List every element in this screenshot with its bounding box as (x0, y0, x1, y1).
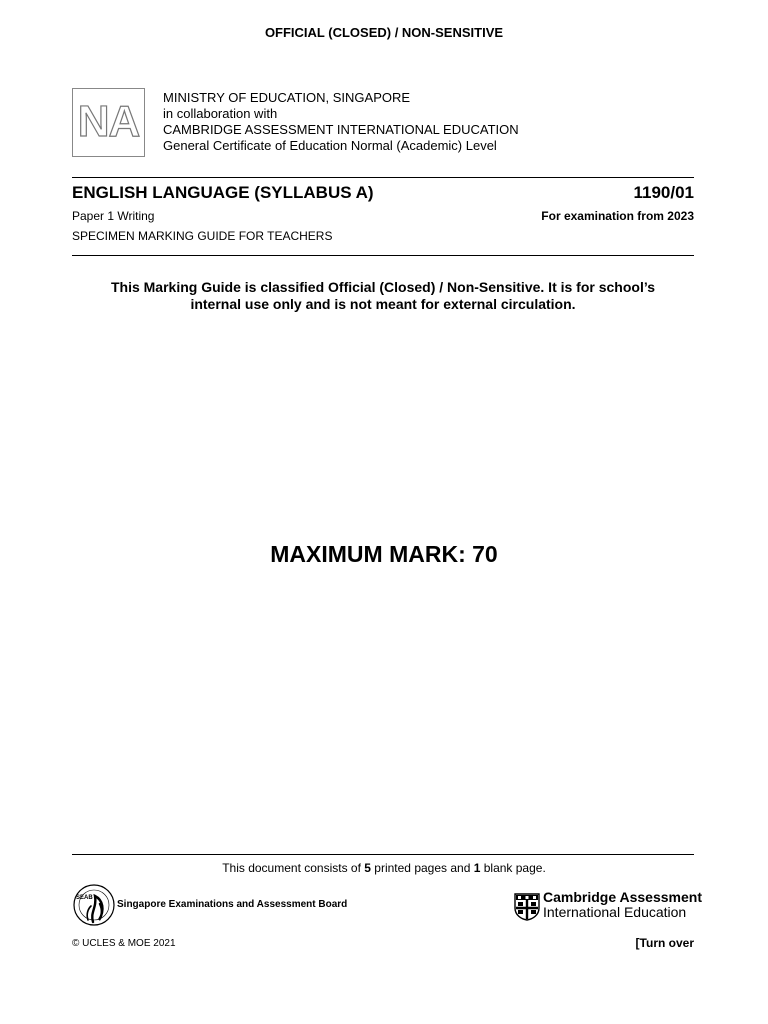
document-type: SPECIMEN MARKING GUIDE FOR TEACHERS (72, 229, 333, 243)
page-count-statement (0, 861, 768, 875)
copyright-notice: © UCLES & MOE 2021 (72, 938, 176, 949)
consists-text: printed pages and (370, 861, 474, 875)
blank-page-count: 1 (473, 861, 481, 875)
paper-name: Paper 1 Writing (72, 209, 155, 223)
ministry-block (163, 90, 519, 154)
exam-from: For examination from 2023 (541, 209, 694, 223)
printed-page-count: 5 (364, 861, 371, 875)
cambridge-name-line2: International Education (543, 904, 687, 920)
notice-line: internal use only and is not meant for external circulation. (190, 296, 576, 312)
seab-logo-text: SEAB (76, 895, 93, 901)
subject-title: ENGLISH LANGUAGE (SYLLABUS A) (72, 183, 374, 202)
top-rule (72, 177, 694, 178)
ministry-line: MINISTRY OF EDUCATION, SINGAPORE (163, 90, 411, 105)
classification-header: OFFICIAL (CLOSED) / NON-SENSITIVE (264, 25, 504, 40)
na-level-logo (72, 88, 145, 157)
ministry-line: General Certificate of Education Normal (Academic) Level (163, 138, 497, 153)
cambridge-logo-text (543, 890, 702, 920)
consists-text: This document consists of (222, 861, 365, 875)
ministry-line: in collaboration with (163, 106, 278, 121)
na-logo-text: NA (77, 97, 140, 146)
turn-over-note: [Turn over (635, 936, 694, 950)
seab-name: Singapore Examinations and Assessment Board (117, 899, 348, 910)
notice-line: This Marking Guide is classified Official (Closed) / Non-Sensitive. It is for school’s (110, 279, 656, 295)
cambridge-name-line1: Cambridge Assessment (543, 889, 702, 905)
consists-text: blank page. (480, 861, 546, 875)
seab-logo-icon (72, 882, 116, 928)
ministry-line: CAMBRIDGE ASSESSMENT INTERNATIONAL EDUCATION (163, 122, 519, 137)
syllabus-code: 1190/01 (633, 183, 694, 202)
maximum-mark: MAXIMUM MARK: 70 (270, 541, 498, 567)
cambridge-shield-icon (514, 893, 540, 921)
subject-rule (72, 255, 694, 256)
footer-rule (72, 854, 694, 855)
classification-notice (72, 279, 694, 313)
